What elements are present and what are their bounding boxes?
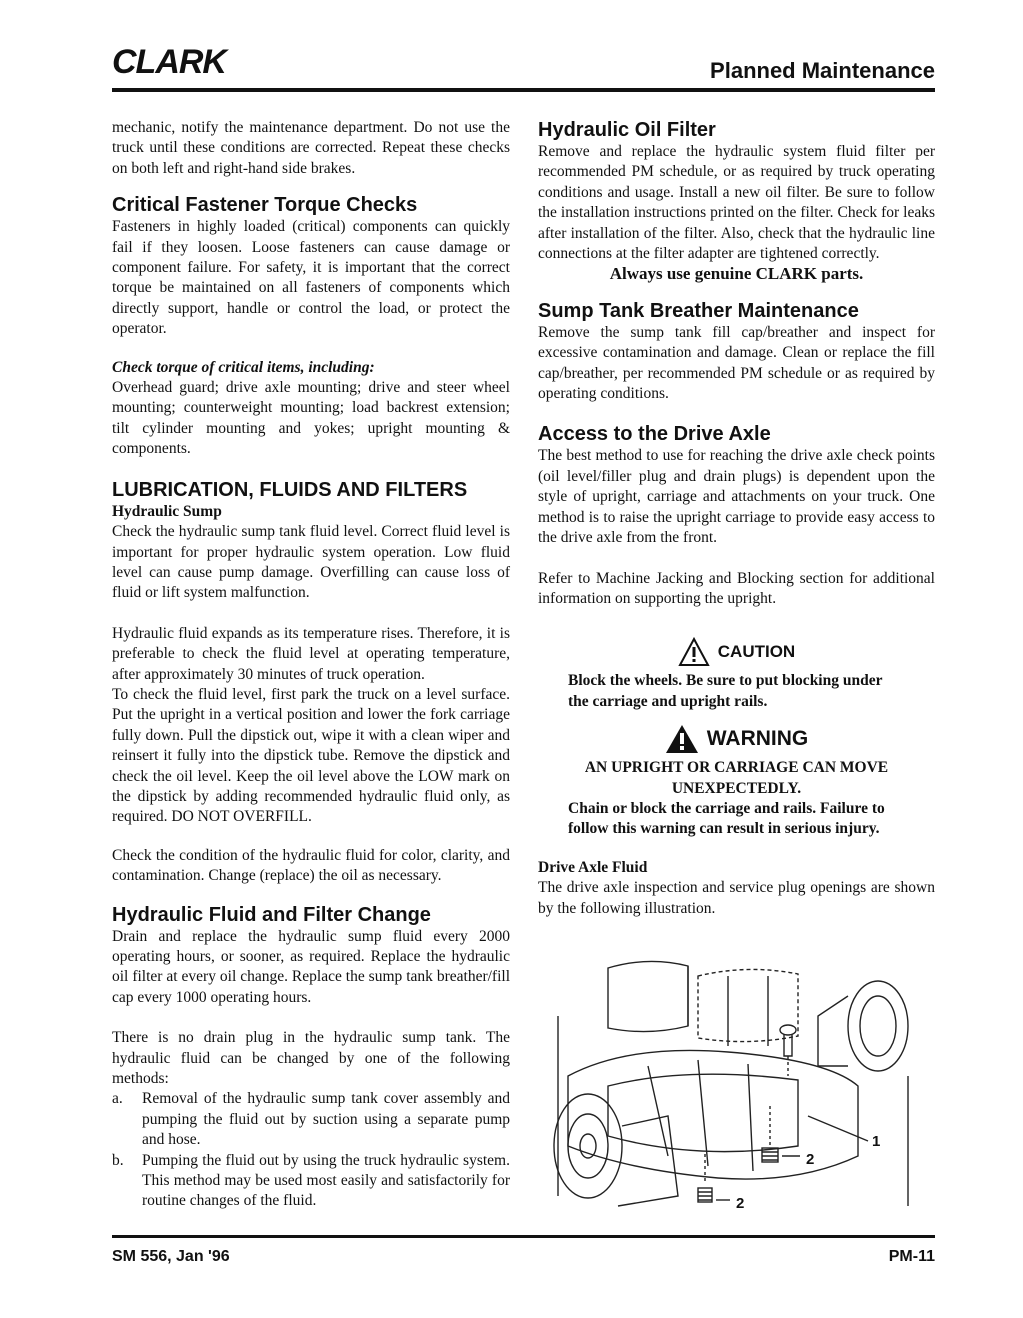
breather-heading: Sump Tank Breather Maintenance — [538, 299, 859, 322]
oil-filter-heading: Hydraulic Oil Filter — [538, 119, 716, 141]
genuine-parts-note: Always use genuine CLARK parts. — [609, 264, 864, 284]
check-torque-label: Check torque of critical items, including: — [112, 358, 375, 376]
expands-paragraph: Hydraulic fluid expands as its temperature rises. Therefore, it is preferable to check the fluid level at operating temperature, after approximately 30 minutes of truck operation. — [112, 624, 510, 683]
warning-triangle-icon — [665, 724, 699, 754]
drive-axle-illustration — [548, 956, 928, 1218]
caution-text: Block the wheels. Be sure to put blocking under the carriage and upright rails. — [568, 672, 883, 710]
breather-paragraph: Remove the sump tank fill cap/breather and inspect for excessive contamination and damage. Clean or replace the fill cap/breather, per recommended PM schedule or as required by operating conditions. — [538, 323, 935, 403]
page-header-title: Planned Maintenance — [710, 58, 935, 83]
callout-2-lower: 2 — [736, 1195, 745, 1212]
caution-triangle-icon — [678, 637, 710, 667]
right-column — [538, 118, 935, 919]
hydraulic-sump-subheading: Hydraulic Sump — [112, 502, 222, 520]
list-item: b. Pumping the fluid out by using the truck hydraulic system. This method may be used most easily and satisfactorily for routine changes of the fluid. — [112, 1151, 510, 1210]
drive-axle-access-paragraph: The best method to use for reaching the drive axle check points (oil level/filler plug and drain plugs) is dependent upon the style of upright, carriage and attachments on your truck. One method is to raise the upright carriage to provide easy access to the drive axle from the front. — [538, 447, 935, 547]
drive-axle-fluid-paragraph: The drive axle inspection and service plug openings are shown by the following illustration. — [538, 879, 935, 917]
header-rule — [112, 88, 935, 92]
warning-line-2: Chain or block the carriage and rails. Failure to follow this warning can result in serious injury. — [568, 799, 885, 838]
methods-list — [112, 1089, 510, 1211]
caution-header — [568, 637, 905, 667]
warning-line-1: AN UPRIGHT OR CARRIAGE CAN MOVE UNEXPECTEDLY. — [584, 759, 889, 797]
intro-paragraph: mechanic, notify the maintenance department. Do not use the truck until these conditions are corrected. Repeat these checks on both left and right-hand side brakes. — [112, 119, 510, 177]
oil-filter-paragraph: Remove and replace the hydraulic system fluid filter per recommended PM schedule, or as required by truck operating conditions and usage. Install a new oil filter. Be sure to follow the installation instructions printed on the filter. Check for leaks after installation of the filter. Also, check that the hydraulic line connections at the filter adapter are tightened correctly. — [538, 143, 935, 263]
left-column — [112, 118, 510, 1212]
callout-1: 1 — [872, 1133, 881, 1150]
no-drain-plug-paragraph: There is no drain plug in the hydraulic sump tank. The hydraulic fluid can be changed by one of the following methods: — [112, 1029, 510, 1088]
torque-paragraph: Fasteners in highly loaded (critical) components can quickly fail if they loosen. Loose fasteners can cause damage or component failure. For safety, it is important that the correct torque be maintained on all fasteners of components which directly support, handle or control the load, or protect the operator. — [112, 218, 510, 338]
lubrication-heading: LUBRICATION, FLUIDS AND FILTERS — [112, 478, 468, 501]
warning-header — [568, 724, 905, 754]
refer-paragraph: Refer to Machine Jacking and Blocking section for additional information on supporting the upright. — [538, 569, 935, 607]
footer-rule — [112, 1235, 935, 1238]
warning-title: WARNING — [706, 726, 809, 750]
caution-box — [538, 637, 935, 712]
footer-doc-id: SM 556, Jan '96 — [112, 1248, 230, 1265]
drive-axle-access-heading: Access to the Drive Axle — [538, 423, 771, 446]
list-item: a. Removal of the hydraulic sump tank cover assembly and pumping the fluid out by suction using a separate pump and hose. — [112, 1090, 510, 1149]
torque-heading: Critical Fastener Torque Checks — [112, 194, 418, 217]
procedure-paragraph: To check the fluid level, first park the truck on a level surface. Put the upright in a vertical position and lower the fork carriage fully down. Pull the dipstick out, wipe it with a clean wiper and reinsert it fully into the dipstick tube. Remove the dipstick and check the oil level. Keep the oil level above the LOW mark on the dipstick by adding recommended hydraulic fluid only, as required. DO NOT OVERFILL. — [112, 685, 510, 826]
footer-page-number: PM-11 — [888, 1248, 935, 1265]
clark-logo: CLARK — [112, 43, 226, 81]
caution-title: CAUTION — [717, 642, 796, 662]
drive-axle-fluid-subheading: Drive Axle Fluid — [538, 858, 648, 876]
change-paragraph: Drain and replace the hydraulic sump fluid every 2000 operating hours, or sooner, as required. Replace the hydraulic oil filter at every oil change. Replace the sump tank breather/fill cap every 1000 operating hours. — [112, 927, 510, 1006]
warning-box — [538, 724, 935, 840]
condition-paragraph: Check the condition of the hydraulic fluid for color, clarity, and contamination. Change (replace) the oil as necessary. — [112, 846, 510, 885]
check-torque-items: Overhead guard; drive axle mounting; drive and steer wheel mounting; counterweight mounting; load backrest extension; tilt cylinder mounting and yokes; upright mounting & components. — [112, 379, 510, 458]
callout-2-upper: 2 — [806, 1151, 815, 1168]
sump-paragraph: Check the hydraulic sump tank fluid level. Correct fluid level is important for proper hydraulic system operation. Low fluid level can cause pump damage. Overfilling can cause loss of fluid or lift system malfunction. — [112, 523, 510, 602]
fluid-filter-change-heading: Hydraulic Fluid and Filter Change — [112, 903, 431, 926]
